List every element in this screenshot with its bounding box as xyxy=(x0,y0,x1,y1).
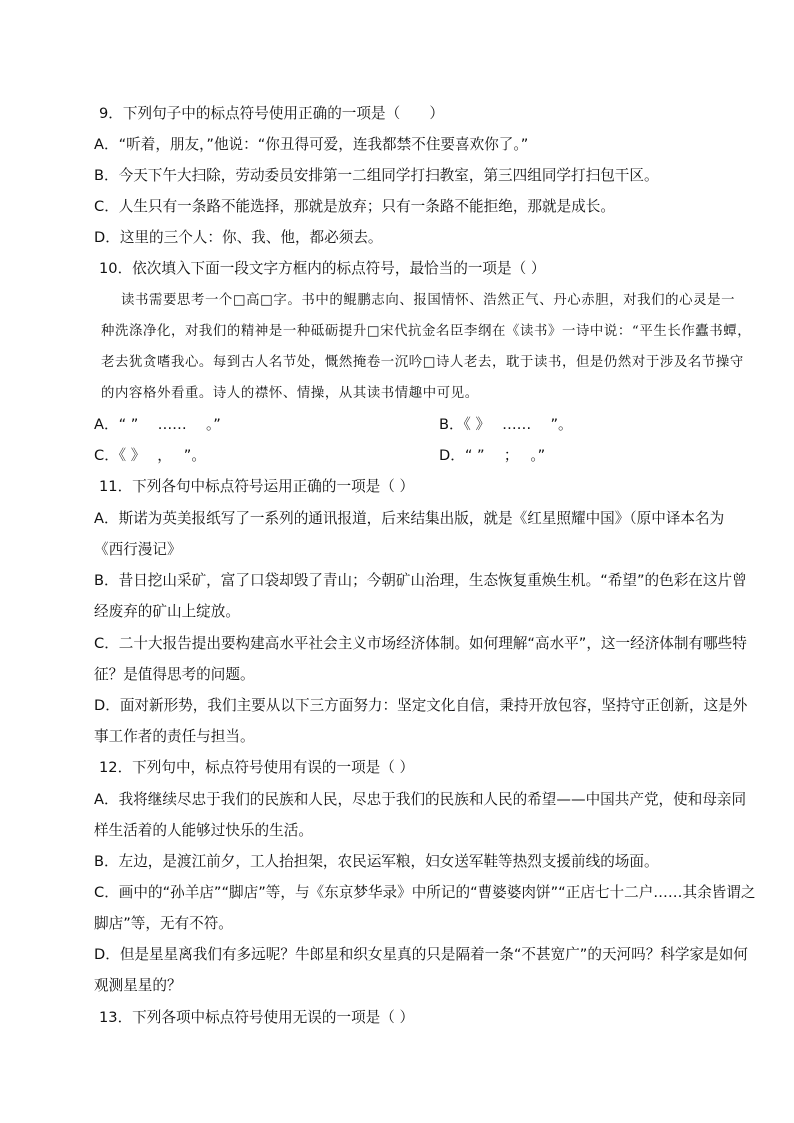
q12-option-d: D．但是星星离我们有多远呢？牛郎星和织女星真的只是隔着一条“不甚宽广”的天河吗？科学家是如何 xyxy=(94,946,748,963)
q9-option-c: C．人生只有一条路不能选择，那就是放弃；只有一条路不能拒绝，那就是成长。 xyxy=(94,198,615,215)
q11-option-a: A．斯诺为英美报纸写了一系列的通讯报道，后来结集出版，就是《红星照耀中国》（原中译本名为 xyxy=(94,510,725,527)
q10-option-c: C．《 》 ， ”。 xyxy=(94,447,206,464)
q9-option-b: B．今天下午大扫除，劳动委员安排第一二组同学打扫教室，第三四组同学打扫包干区。 xyxy=(94,167,659,184)
q10-option-a: A．“ ” …… 。” xyxy=(94,416,221,433)
q10-passage-line: 的内容格外看重。诗人的襟怀、情操，从其读书情趣中可见。 xyxy=(101,386,479,401)
q12-option-c-cont: 脚店”等，无有不符。 xyxy=(94,915,233,932)
q11-option-d-cont: 事工作者的责任与担当。 xyxy=(94,728,255,745)
q12-option-b: B．左边，是渡江前夕，工人抬担架，农民运军粮，妇女送军鞋等热烈支援前线的场面。 xyxy=(94,853,659,870)
q11-option-b-cont: 经废弃的矿山上绽放。 xyxy=(94,603,240,620)
q12-option-d-cont: 观测星星的？ xyxy=(94,977,182,994)
q10-stem: 10．依次填入下面一段文字方框内的标点符号，最恰当的一项是（ ） xyxy=(99,260,546,277)
q12-stem: 12．下列句中，标点符号使用有误的一项是（ ） xyxy=(99,759,415,776)
q10-option-row xyxy=(94,415,573,435)
q10-passage-line: 读书需要思考一个□高□字。书中的鲲鹏志向、报国情怀、浩然正气、丹心赤胆，对我们的心灵是一 xyxy=(121,293,736,308)
q11-option-a-cont: 《西行漫记》 xyxy=(94,541,182,558)
q9-stem: 9．下列句子中的标点符号使用正确的一项是（ ） xyxy=(99,105,444,122)
q11-option-c-cont: 征？是值得思考的问题。 xyxy=(94,666,255,683)
q10-option-row xyxy=(94,446,546,466)
q10-option-d: D．“ ” ； 。” xyxy=(439,447,546,464)
q11-stem: 11．下列各句中标点符号运用正确的一项是（ ） xyxy=(99,478,415,495)
q9-option-a: A．“听着，朋友，”他说：“你丑得可爱，连我都禁不住要喜欢你了。” xyxy=(94,136,529,153)
q12-option-a: A．我将继续尽忠于我们的民族和人民，尽忠于我们的民族和人民的希望——中国共产党，使和母亲同 xyxy=(94,791,747,808)
q11-option-c: C．二十大报告提出要构建高水平社会主义市场经济体制。如何理解“高水平”，这一经济体制有哪些特 xyxy=(94,635,747,652)
q12-option-c: C．画中的“孙羊店”“脚店”等，与《东京梦华录》中所记的“曹婆婆肉饼”“正店七十二户……其余皆谓之 xyxy=(94,884,756,901)
q10-option-b: B．《 》 …… ”。 xyxy=(439,416,573,433)
q12-option-a-cont: 样生活着的人能够过快乐的生活。 xyxy=(94,822,313,839)
q10-passage-line: 种洗涤净化，对我们的精神是一种砥砺提升□宋代抗金名臣李纲在《读书》一诗中说：“平生长作蠹书蟫， xyxy=(101,324,752,339)
q10-passage-line: 老去犹贪嗜我心。每到古人名节处，慨然掩卷一沉吟□诗人老去，耽于读书，但是仍然对于涉及名节操守 xyxy=(101,355,744,370)
q13-stem: 13．下列各项中标点符号使用无误的一项是（ ） xyxy=(99,1009,415,1026)
q11-option-b: B．昔日挖山采矿，富了口袋却毁了青山；今朝矿山治理，生态恢复重焕生机。“希望”的色彩在这片曾 xyxy=(94,572,747,589)
q9-option-d: D．这里的三个人：你、我、他，都必须去。 xyxy=(94,229,383,246)
q11-option-d: D．面对新形势，我们主要从以下三方面努力：坚定文化自信，秉持开放包容，坚持守正创新，这是外 xyxy=(94,697,748,714)
